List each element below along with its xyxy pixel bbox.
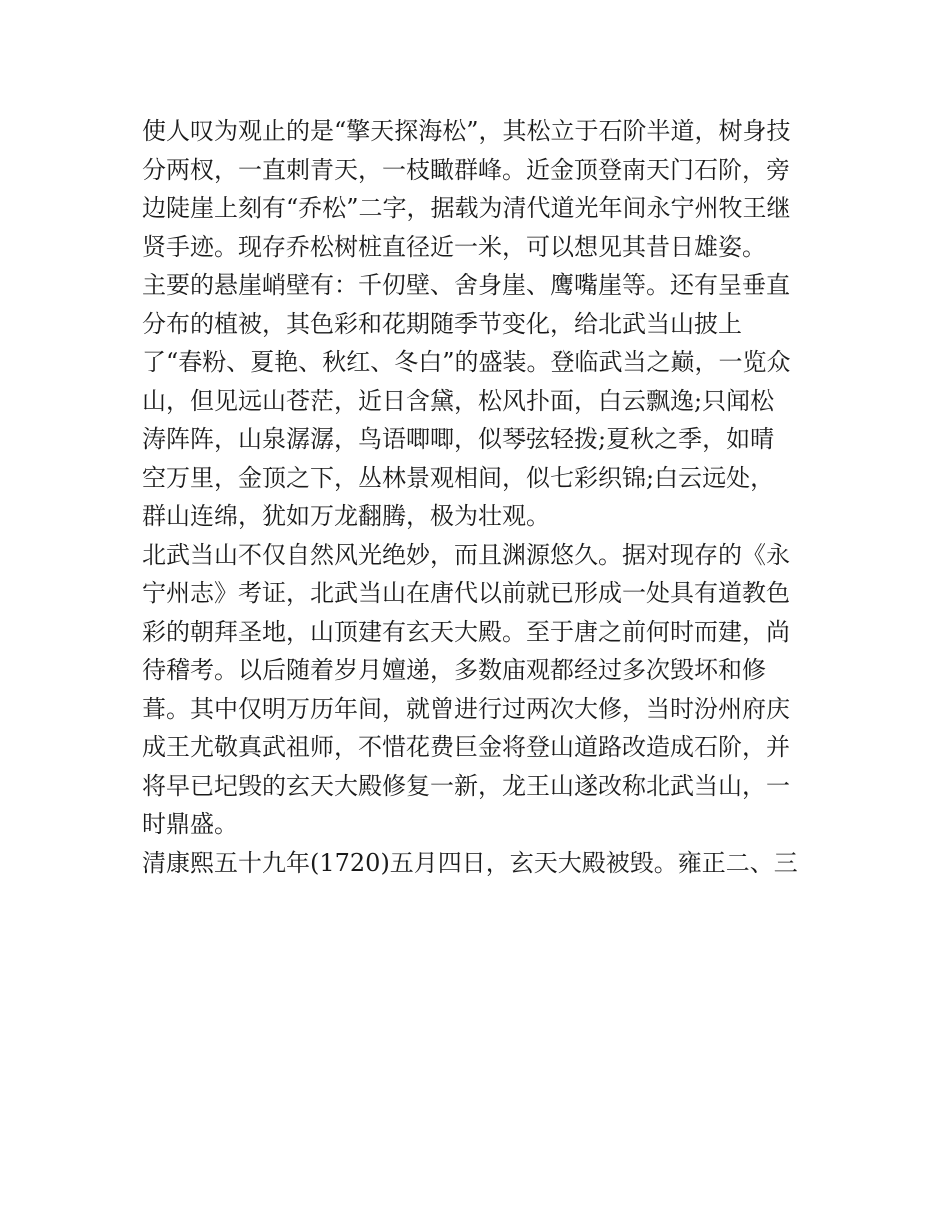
text-line: 群山连绵，犹如万龙翻腾，极为壮观。	[142, 502, 550, 530]
text-line: 了“春粉、夏艳、秋红、冬白”的盛装。登临武当之巅，一览众	[142, 348, 791, 376]
text-line: 边陡崖上刻有“乔松”二字，据载为清代道光年间永宁州牧王继	[142, 194, 791, 222]
text-line: 使人叹为观止的是“擎天探海松”，其松立于石阶半道，树身技	[142, 117, 791, 145]
text-line: 贤手迹。现存乔松树桩直径近一米，可以想见其昔日雄姿。	[142, 232, 766, 261]
body-text	[142, 112, 822, 882]
text-line: 宁州志》考证，北武当山在唐代以前就已形成一处具有道教色	[142, 579, 790, 607]
text-line: 彩的朝拜圣地，山顶建有玄天大殿。至于唐之前何时而建，尚	[142, 617, 790, 646]
text-line: 山，但见远山苍茫，近日含黛，松风扑面，白云飘逸;只闻松	[142, 386, 775, 415]
text-line: 涛阵阵，山泉潺潺，鸟语唧唧，似琴弦轻拨;夏秋之季，如晴	[142, 425, 775, 453]
text-line: 分布的植被，其色彩和花期随季节变化，给北武当山披上	[142, 309, 742, 338]
text-line: 待稽考。以后随着岁月嬗递，多数庙观都经过多次毁坏和修	[142, 656, 766, 684]
text-line: 分两杈，一直刺青天，一枝瞰群峰。近金顶登南天门石阶，旁	[142, 155, 790, 184]
text-line: 将早已圮毁的玄天大殿修复一新，龙王山遂改称北武当山，一	[142, 771, 790, 800]
text-line: 葺。其中仅明万历年间，就曾进行过两次大修，当时汾州府庆	[142, 694, 790, 723]
text-line: 成王尤敬真武祖师，不惜花费巨金将登山道路改造成石阶，并	[142, 733, 790, 761]
text-line: 清康熙五十九年(1720)五月四日，玄天大殿被毁。雍正二、三	[142, 848, 798, 877]
text-line: 空万里，金顶之下，丛林景观相间，似七彩织锦;白云远处，	[142, 463, 775, 492]
text-line: 北武当山不仅自然风光绝妙，而且渊源悠久。据对现存的《永	[142, 540, 790, 569]
text-line: 时鼎盛。	[142, 810, 238, 838]
text-line: 主要的悬崖峭壁有：千仞壁、舍身崖、鹰嘴崖等。还有呈垂直	[142, 271, 790, 299]
